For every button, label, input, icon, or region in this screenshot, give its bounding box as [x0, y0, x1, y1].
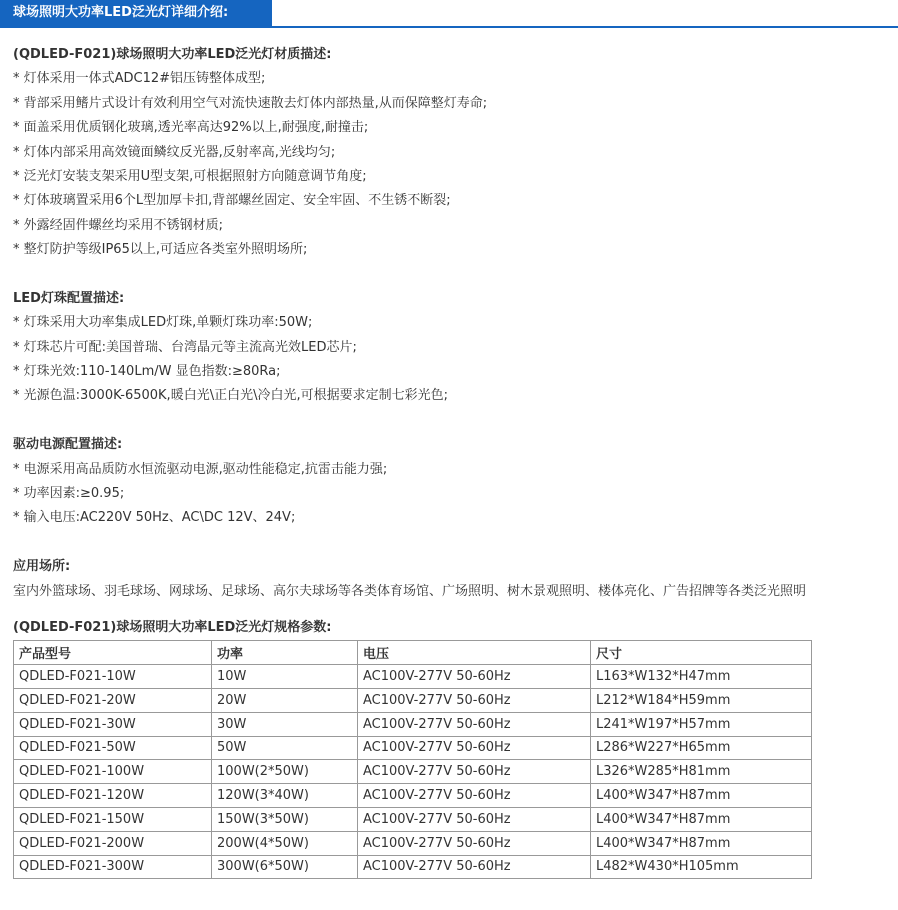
- cell-model: QDLED-F021-200W: [14, 831, 212, 855]
- materials-item: * 灯体内部采用高效镜面鳞纹反光器,反射率高,光线均匀;: [13, 144, 336, 160]
- led-item: * 灯珠光效:110-140Lm/W 显色指数:≥80Ra;: [13, 364, 281, 380]
- table-row: [14, 760, 812, 784]
- cell-size: L286*W227*H65mm: [591, 736, 812, 760]
- cell-voltage: AC100V-277V 50-60Hz: [358, 736, 591, 760]
- table-row: [14, 665, 812, 689]
- spacer: [13, 409, 893, 433]
- cell-power: 30W: [212, 712, 358, 736]
- header-model: 产品型号: [14, 641, 212, 665]
- driver-item: * 输入电压:AC220V 50Hz、AC\DC 12V、24V;: [13, 510, 296, 526]
- cell-power: 10W: [212, 665, 358, 689]
- header-voltage: 电压: [358, 641, 591, 665]
- cell-voltage: AC100V-277V 50-60Hz: [358, 831, 591, 855]
- cell-model: QDLED-F021-150W: [14, 807, 212, 831]
- led-item: * 灯珠芯片可配:美国普瑞、台湾晶元等主流高光效LED芯片;: [13, 339, 357, 355]
- cell-size: L163*W132*H47mm: [591, 665, 812, 689]
- cell-power: 300W(6*50W): [212, 855, 358, 879]
- led-item: * 光源色温:3000K-6500K,暖白光\正白光\冷白光,可根据要求定制七彩光色;: [13, 388, 448, 404]
- led-title: LED灯珠配置描述:: [13, 290, 125, 306]
- table-row: [14, 831, 812, 855]
- application-title: 应用场所:: [13, 559, 71, 575]
- cell-power: 100W(2*50W): [212, 760, 358, 784]
- cell-size: L400*W347*H87mm: [591, 784, 812, 808]
- header-power: 功率: [212, 641, 358, 665]
- cell-model: QDLED-F021-300W: [14, 855, 212, 879]
- cell-voltage: AC100V-277V 50-60Hz: [358, 855, 591, 879]
- section-header: [0, 0, 898, 28]
- table-row: [14, 712, 812, 736]
- table-row: [14, 736, 812, 760]
- cell-model: QDLED-F021-10W: [14, 665, 212, 689]
- cell-voltage: AC100V-277V 50-60Hz: [358, 665, 591, 689]
- spacer: [13, 531, 893, 555]
- driver-title: 驱动电源配置描述:: [13, 437, 123, 453]
- cell-model: QDLED-F021-50W: [14, 736, 212, 760]
- materials-item: * 整灯防护等级IP65以上,可适应各类室外照明场所;: [13, 242, 308, 258]
- cell-voltage: AC100V-277V 50-60Hz: [358, 760, 591, 784]
- materials-item: * 灯体采用一体式ADC12#铝压铸整体成型;: [13, 71, 266, 87]
- cell-model: QDLED-F021-30W: [14, 712, 212, 736]
- materials-item: * 面盖采用优质钢化玻璃,透光率高达92%以上,耐强度,耐撞击;: [13, 120, 369, 136]
- specs-title: (QDLED-F021)球场照明大功率LED泛光灯规格参数:: [13, 619, 332, 635]
- cell-size: L400*W347*H87mm: [591, 807, 812, 831]
- cell-voltage: AC100V-277V 50-60Hz: [358, 807, 591, 831]
- table-row: [14, 784, 812, 808]
- table-row: [14, 688, 812, 712]
- spacer: [13, 263, 893, 287]
- cell-size: L241*W197*H57mm: [591, 712, 812, 736]
- header-size: 尺寸: [591, 641, 812, 665]
- cell-size: L400*W347*H87mm: [591, 831, 812, 855]
- table-header-row: [14, 641, 812, 665]
- cell-model: QDLED-F021-20W: [14, 688, 212, 712]
- cell-size: L326*W285*H81mm: [591, 760, 812, 784]
- materials-item: * 泛光灯安装支架采用U型支架,可根据照射方向随意调节角度;: [13, 168, 367, 184]
- table-row: [14, 855, 812, 879]
- cell-model: QDLED-F021-120W: [14, 784, 212, 808]
- cell-voltage: AC100V-277V 50-60Hz: [358, 688, 591, 712]
- driver-item: * 电源采用高品质防水恒流驱动电源,驱动性能稳定,抗雷击能力强;: [13, 461, 388, 477]
- materials-item: * 外露经固件螺丝均采用不锈钢材质;: [13, 217, 224, 233]
- cell-power: 200W(4*50W): [212, 831, 358, 855]
- spacer: [13, 604, 893, 616]
- cell-model: QDLED-F021-100W: [14, 760, 212, 784]
- table-row: [14, 807, 812, 831]
- cell-power: 50W: [212, 736, 358, 760]
- materials-item: * 灯体玻璃置采用6个L型加厚卡扣,背部螺丝固定、安全牢固、不生锈不断裂;: [13, 193, 451, 209]
- materials-item: * 背部采用鳍片式设计有效利用空气对流快速散去灯体内部热量,从而保障整灯寿命;: [13, 95, 488, 111]
- cell-power: 150W(3*50W): [212, 807, 358, 831]
- spec-table: [13, 640, 812, 879]
- section-header-title: 球场照明大功率LED泛光灯详细介绍:: [0, 0, 272, 26]
- cell-power: 120W(3*40W): [212, 784, 358, 808]
- led-item: * 灯珠采用大功率集成LED灯珠,单颗灯珠功率:50W;: [13, 315, 313, 331]
- product-description: [13, 43, 893, 879]
- cell-voltage: AC100V-277V 50-60Hz: [358, 784, 591, 808]
- cell-size: L212*W184*H59mm: [591, 688, 812, 712]
- application-text: 室内外篮球场、羽毛球场、网球场、足球场、高尔夫球场等各类体育场馆、广场照明、树木景观照明、楼体亮化、广告招牌等各类泛光照明: [13, 583, 807, 599]
- driver-item: * 功率因素:≥0.95;: [13, 486, 125, 502]
- cell-size: L482*W430*H105mm: [591, 855, 812, 879]
- cell-power: 20W: [212, 688, 358, 712]
- cell-voltage: AC100V-277V 50-60Hz: [358, 712, 591, 736]
- materials-title: (QDLED-F021)球场照明大功率LED泛光灯材质描述:: [13, 47, 332, 62]
